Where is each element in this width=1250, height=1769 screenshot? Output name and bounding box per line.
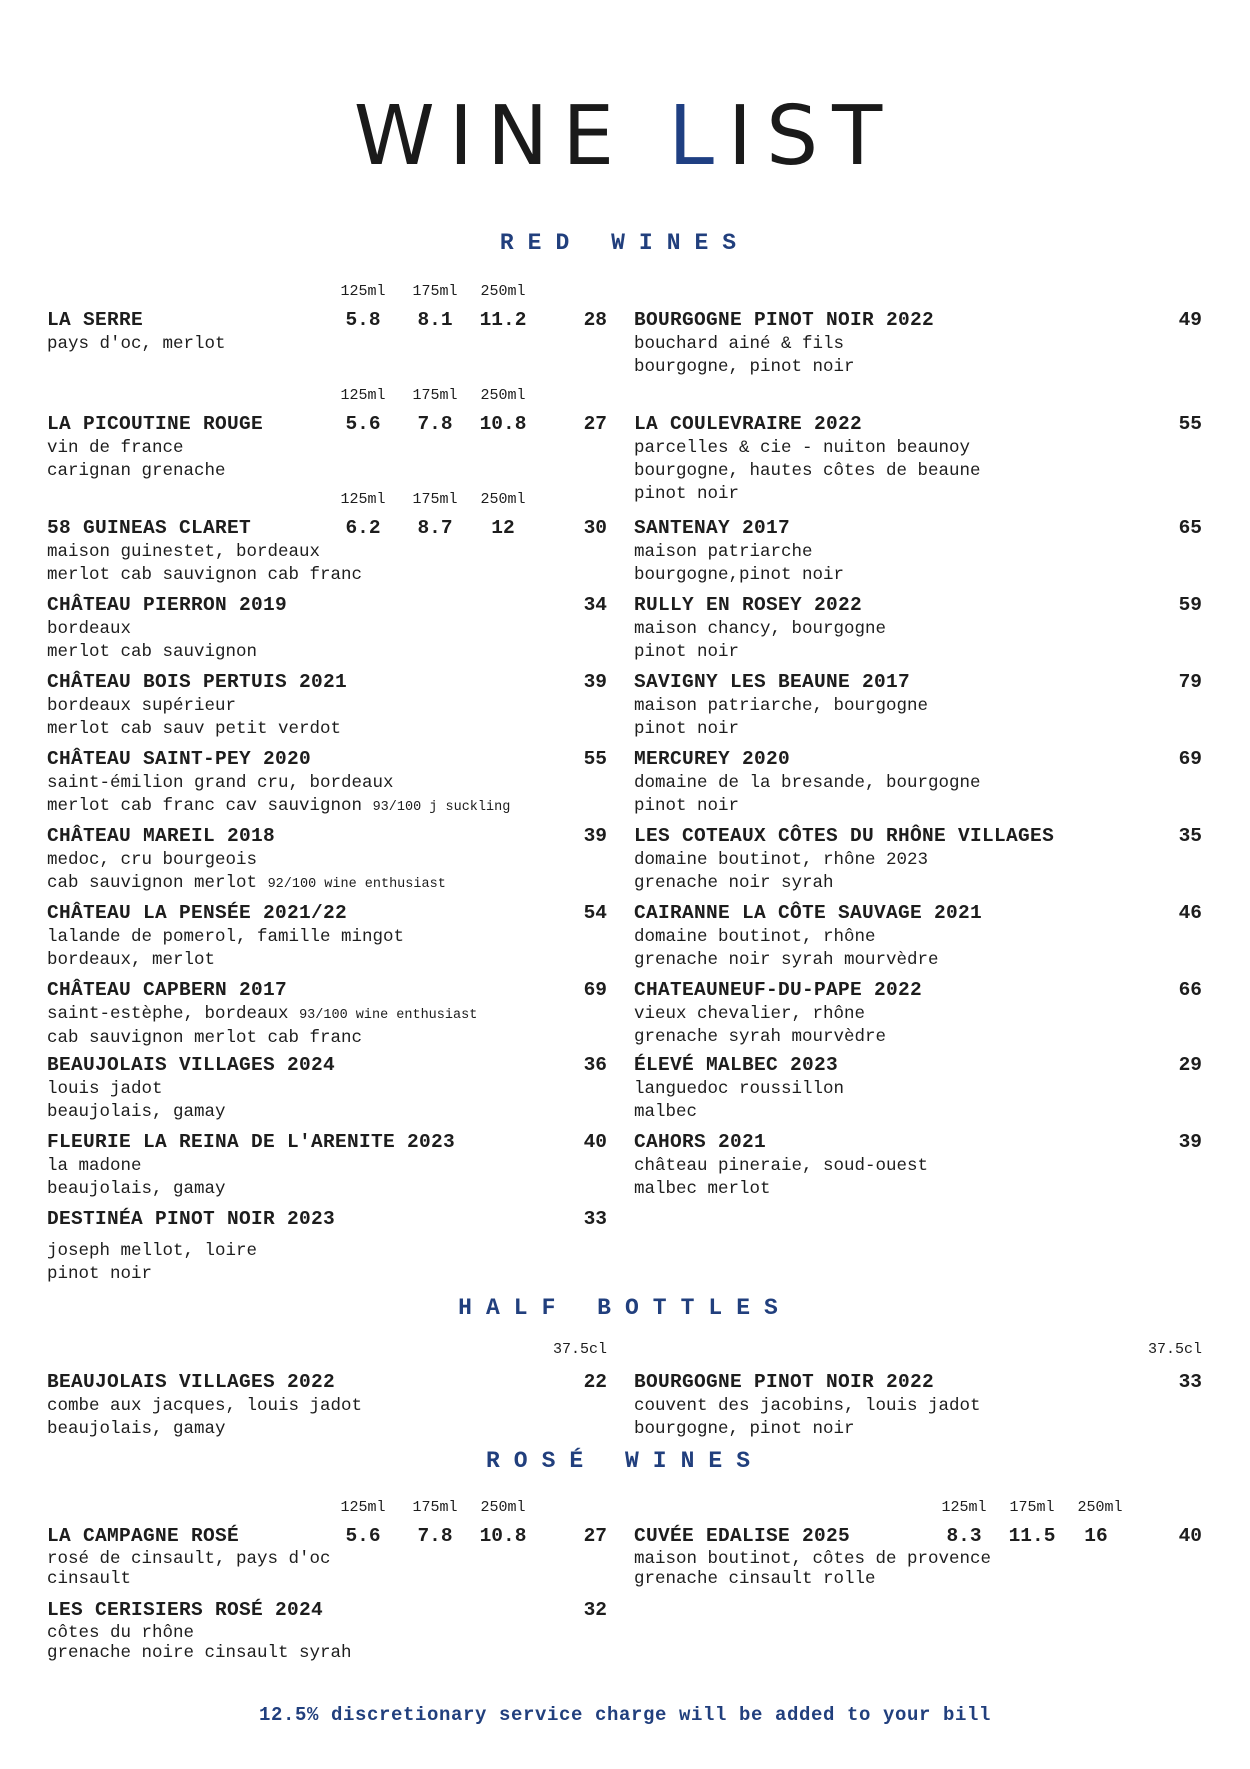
wine-description: couvent des jacobins, louis jadot bbox=[634, 1396, 981, 1416]
wine-entry bbox=[47, 824, 607, 896]
title-part-2: IST bbox=[727, 89, 897, 184]
half-bottle-size-header: 37.5cl bbox=[552, 1341, 607, 1358]
wine-name: LES CERISIERS ROSÉ 2024 bbox=[47, 1599, 324, 1621]
title-accent-letter: L bbox=[668, 89, 728, 184]
bottle-price: 65 bbox=[1178, 517, 1202, 539]
wine-name: CHATEAUNEUF-DU-PAPE 2022 bbox=[634, 979, 923, 1001]
wine-description: domaine boutinot, rhône bbox=[634, 927, 876, 947]
wine-entry bbox=[634, 1130, 1202, 1201]
wine-description: grenache noir syrah bbox=[634, 873, 834, 893]
wine-description: pinot noir bbox=[634, 719, 740, 739]
bottle-price: 54 bbox=[583, 902, 607, 924]
bottle-price: 55 bbox=[583, 748, 607, 770]
critic-score: 93/100 j suckling bbox=[372, 800, 511, 815]
wine-entry bbox=[47, 747, 607, 819]
page-title bbox=[0, 89, 1250, 184]
glass-price: 11.2 bbox=[479, 309, 527, 331]
wine-description: joseph mellot, loire bbox=[47, 1241, 258, 1261]
bottle-price: 40 bbox=[1178, 1525, 1202, 1547]
section-heading-rose: ROSÉ WINES bbox=[485, 1448, 765, 1474]
wine-entry bbox=[634, 593, 1202, 664]
half-bottle-size-header: 37.5cl bbox=[1147, 1341, 1202, 1358]
wine-description: bourgogne,pinot noir bbox=[634, 565, 845, 585]
bottle-price: 33 bbox=[1178, 1371, 1202, 1393]
wine-entry bbox=[47, 1053, 607, 1124]
glass-size-header: 125ml bbox=[340, 491, 386, 508]
bottle-price: 55 bbox=[1178, 413, 1202, 435]
wine-name: MERCUREY 2020 bbox=[634, 748, 791, 770]
wine-name: RULLY EN ROSEY 2022 bbox=[634, 594, 863, 616]
glass-price: 10.8 bbox=[479, 413, 527, 435]
wine-description: pinot noir bbox=[634, 642, 740, 662]
wine-name: SANTENAY 2017 bbox=[634, 517, 791, 539]
glass-size-header: 250ml bbox=[1077, 1499, 1123, 1516]
wine-description: saint-émilion grand cru, bordeaux bbox=[47, 773, 394, 793]
bottle-price: 22 bbox=[583, 1371, 607, 1393]
wine-description: malbec merlot bbox=[634, 1179, 771, 1199]
wine-description: maison chancy, bourgogne bbox=[634, 619, 887, 639]
wine-entry bbox=[634, 747, 1202, 818]
wine-name: LA COULEVRAIRE 2022 bbox=[634, 413, 863, 435]
glass-price: 7.8 bbox=[417, 1525, 453, 1547]
wine-name: CHÂTEAU SAINT-PEY 2020 bbox=[47, 748, 312, 770]
wine-entry bbox=[634, 516, 1202, 587]
wine-description: bourgogne, pinot noir bbox=[634, 1419, 855, 1439]
glass-price: 8.3 bbox=[946, 1525, 982, 1547]
wine-region: saint-estèphe, bordeaux bbox=[47, 1004, 289, 1024]
wine-description: château pineraie, soud-ouest bbox=[634, 1156, 929, 1176]
wine-description: vieux chevalier, rhône bbox=[634, 1004, 866, 1024]
wine-description: pinot noir bbox=[634, 484, 740, 504]
wine-description: pays d'oc, merlot bbox=[47, 334, 226, 354]
bottle-price: 29 bbox=[1178, 1054, 1202, 1076]
wine-description bbox=[47, 872, 607, 896]
wine-description: bouchard ainé & fils bbox=[634, 334, 845, 354]
glass-price: 8.1 bbox=[417, 309, 453, 331]
glass-size-header: 250ml bbox=[480, 491, 526, 508]
wine-description: la madone bbox=[47, 1156, 142, 1176]
wine-entry bbox=[634, 1053, 1202, 1124]
glass-size-header: 250ml bbox=[480, 283, 526, 300]
glass-size-header: 175ml bbox=[412, 387, 458, 404]
wine-description: grenache syrah mourvèdre bbox=[634, 1027, 887, 1047]
glass-size-header: 175ml bbox=[1009, 1499, 1055, 1516]
wine-description: malbec bbox=[634, 1102, 698, 1122]
wine-entry bbox=[47, 593, 607, 664]
glass-size-header: 175ml bbox=[412, 1499, 458, 1516]
bottle-price: 35 bbox=[1178, 825, 1202, 847]
wine-name: LA CAMPAGNE ROSÉ bbox=[47, 1525, 240, 1547]
wine-description: pinot noir bbox=[47, 1264, 153, 1284]
wine-name: CAHORS 2021 bbox=[634, 1131, 767, 1153]
wine-description: combe aux jacques, louis jadot bbox=[47, 1396, 363, 1416]
section-heading-red: RED WINES bbox=[499, 230, 751, 256]
wine-description: bourgogne, hautes côtes de beaune bbox=[634, 461, 981, 481]
glass-price: 6.2 bbox=[345, 517, 381, 539]
wine-description: cinsault bbox=[47, 1569, 132, 1589]
wine-entry bbox=[634, 1499, 1202, 1589]
wine-description: carignan grenache bbox=[47, 461, 226, 481]
bottle-price: 59 bbox=[1178, 594, 1202, 616]
bottle-price: 40 bbox=[583, 1131, 607, 1153]
bottle-price: 39 bbox=[583, 825, 607, 847]
critic-score: 92/100 wine enthusiast bbox=[267, 877, 446, 892]
bottle-price: 33 bbox=[583, 1208, 607, 1230]
bottle-price: 27 bbox=[583, 1525, 607, 1547]
bottle-price: 46 bbox=[1178, 902, 1202, 924]
wine-description: parcelles & cie - nuiton beaunoy bbox=[634, 438, 971, 458]
wine-entry bbox=[47, 978, 607, 1050]
bottle-price: 36 bbox=[583, 1054, 607, 1076]
bottle-price: 39 bbox=[583, 671, 607, 693]
glass-price: 5.6 bbox=[345, 413, 381, 435]
glass-price: 16 bbox=[1084, 1525, 1108, 1547]
wine-name: CHÂTEAU LA PENSÉE 2021/22 bbox=[47, 902, 348, 924]
wine-name: LA PICOUTINE ROUGE bbox=[47, 413, 264, 435]
wine-name: CAIRANNE LA CÔTE SAUVAGE 2021 bbox=[634, 902, 983, 924]
wine-description: pinot noir bbox=[634, 796, 740, 816]
glass-price: 10.8 bbox=[479, 1525, 527, 1547]
glass-size-header: 175ml bbox=[412, 283, 458, 300]
title-part-1: WINE bbox=[353, 89, 669, 184]
section-heading-half-bottles: HALF BOTTLES bbox=[458, 1295, 792, 1321]
wine-description: louis jadot bbox=[47, 1079, 163, 1099]
wine-entry bbox=[634, 308, 1202, 379]
wine-entry bbox=[47, 1598, 607, 1663]
bottle-price: 39 bbox=[1178, 1131, 1202, 1153]
service-charge-notice: 12.5% discretionary service charge will be added to your bill bbox=[258, 1704, 992, 1726]
wine-name: BEAUJOLAIS VILLAGES 2024 bbox=[47, 1054, 336, 1076]
wine-description: maison guinestet, bordeaux bbox=[47, 542, 321, 562]
wine-name: CHÂTEAU MAREIL 2018 bbox=[47, 825, 276, 847]
glass-size-header: 125ml bbox=[340, 283, 386, 300]
wine-description: domaine de la bresande, bourgogne bbox=[634, 773, 981, 793]
wine-description: bourgogne, pinot noir bbox=[634, 357, 855, 377]
bottle-price: 49 bbox=[1178, 309, 1202, 331]
wine-description: rosé de cinsault, pays d'oc bbox=[47, 1549, 331, 1569]
glass-price: 11.5 bbox=[1008, 1525, 1056, 1547]
wine-description: vin de france bbox=[47, 438, 184, 458]
bottle-price: 30 bbox=[583, 517, 607, 539]
bottle-price: 32 bbox=[583, 1599, 607, 1621]
wine-entry bbox=[634, 1341, 1202, 1441]
bottle-price: 34 bbox=[583, 594, 607, 616]
wine-entry bbox=[634, 412, 1202, 506]
wine-name: FLEURIE LA REINA DE L'ARENITE 2023 bbox=[47, 1131, 456, 1153]
glass-size-header: 125ml bbox=[340, 387, 386, 404]
wine-entry bbox=[47, 387, 607, 483]
wine-name: CHÂTEAU BOIS PERTUIS 2021 bbox=[47, 671, 348, 693]
wine-entry bbox=[47, 901, 607, 972]
wine-name: CUVÉE EDALISE 2025 bbox=[634, 1525, 851, 1547]
wine-description: maison patriarche, bourgogne bbox=[634, 696, 929, 716]
wine-name: CHÂTEAU CAPBERN 2017 bbox=[47, 979, 288, 1001]
wine-entry bbox=[634, 670, 1202, 741]
wine-description: merlot cab sauv petit verdot bbox=[47, 719, 342, 739]
wine-entry bbox=[47, 1130, 607, 1201]
bottle-price: 79 bbox=[1178, 671, 1202, 693]
wine-entry bbox=[634, 978, 1202, 1049]
glass-size-header: 175ml bbox=[412, 491, 458, 508]
wine-description: grenache noir syrah mourvèdre bbox=[634, 950, 939, 970]
wine-name: CHÂTEAU PIERRON 2019 bbox=[47, 594, 288, 616]
wine-description bbox=[47, 1003, 607, 1027]
bottle-price: 69 bbox=[1178, 748, 1202, 770]
wine-description: merlot cab sauvignon bbox=[47, 642, 258, 662]
wine-grapes: merlot cab franc cav sauvignon bbox=[47, 796, 363, 816]
wine-entry bbox=[634, 901, 1202, 972]
bottle-price: 69 bbox=[583, 979, 607, 1001]
wine-description: côtes du rhône bbox=[47, 1623, 195, 1643]
wine-name: BOURGOGNE PINOT NOIR 2022 bbox=[634, 309, 935, 331]
wine-name: DESTINÉA PINOT NOIR 2023 bbox=[47, 1208, 336, 1230]
glass-price: 12 bbox=[491, 517, 515, 539]
glass-size-header: 125ml bbox=[941, 1499, 987, 1516]
wine-description: cab sauvignon merlot cab franc bbox=[47, 1028, 363, 1048]
wine-description: beaujolais, gamay bbox=[47, 1419, 226, 1439]
glass-size-header: 250ml bbox=[480, 1499, 526, 1516]
wine-description: bordeaux supérieur bbox=[47, 696, 237, 716]
wine-description: beaujolais, gamay bbox=[47, 1102, 226, 1122]
wine-description bbox=[47, 795, 607, 819]
wine-entry bbox=[47, 1341, 607, 1441]
wine-description: lalande de pomerol, famille mingot bbox=[47, 927, 405, 947]
critic-score: 93/100 wine enthusiast bbox=[299, 1008, 478, 1023]
wine-description: domaine boutinot, rhône 2023 bbox=[634, 850, 929, 870]
wine-entry bbox=[47, 1207, 607, 1286]
wine-description: languedoc roussillon bbox=[634, 1079, 845, 1099]
wine-grapes: cab sauvignon merlot bbox=[47, 873, 258, 893]
wine-description: maison boutinot, côtes de provence bbox=[634, 1549, 992, 1569]
glass-price: 5.8 bbox=[345, 309, 381, 331]
bottle-price: 66 bbox=[1178, 979, 1202, 1001]
wine-description: bordeaux bbox=[47, 619, 132, 639]
wine-description: beaujolais, gamay bbox=[47, 1179, 226, 1199]
wine-description: grenache cinsault rolle bbox=[634, 1569, 876, 1589]
wine-entry bbox=[47, 283, 607, 356]
bottle-price: 28 bbox=[583, 309, 607, 331]
wine-name: SAVIGNY LES BEAUNE 2017 bbox=[634, 671, 911, 693]
wine-name: BEAUJOLAIS VILLAGES 2022 bbox=[47, 1371, 336, 1393]
wine-description: maison patriarche bbox=[634, 542, 813, 562]
wine-name: LES COTEAUX CÔTES DU RHÔNE VILLAGES bbox=[634, 825, 1055, 847]
glass-size-header: 250ml bbox=[480, 387, 526, 404]
wine-description: medoc, cru bourgeois bbox=[47, 850, 258, 870]
glass-price: 5.6 bbox=[345, 1525, 381, 1547]
wine-name: 58 GUINEAS CLARET bbox=[47, 517, 252, 539]
bottle-price: 27 bbox=[583, 413, 607, 435]
wine-entry bbox=[47, 1499, 607, 1589]
wine-entry bbox=[47, 670, 607, 741]
glass-price: 8.7 bbox=[417, 517, 453, 539]
wine-description: grenache noire cinsault syrah bbox=[47, 1643, 352, 1663]
wine-entry bbox=[634, 824, 1202, 895]
wine-name: ÉLEVÉ MALBEC 2023 bbox=[634, 1054, 839, 1076]
glass-price: 7.8 bbox=[417, 413, 453, 435]
wine-description: bordeaux, merlot bbox=[47, 950, 216, 970]
wine-description: merlot cab sauvignon cab franc bbox=[47, 565, 363, 585]
wine-name: BOURGOGNE PINOT NOIR 2022 bbox=[634, 1371, 935, 1393]
wine-name: LA SERRE bbox=[47, 309, 144, 331]
glass-size-header: 125ml bbox=[340, 1499, 386, 1516]
wine-entry bbox=[47, 491, 607, 587]
